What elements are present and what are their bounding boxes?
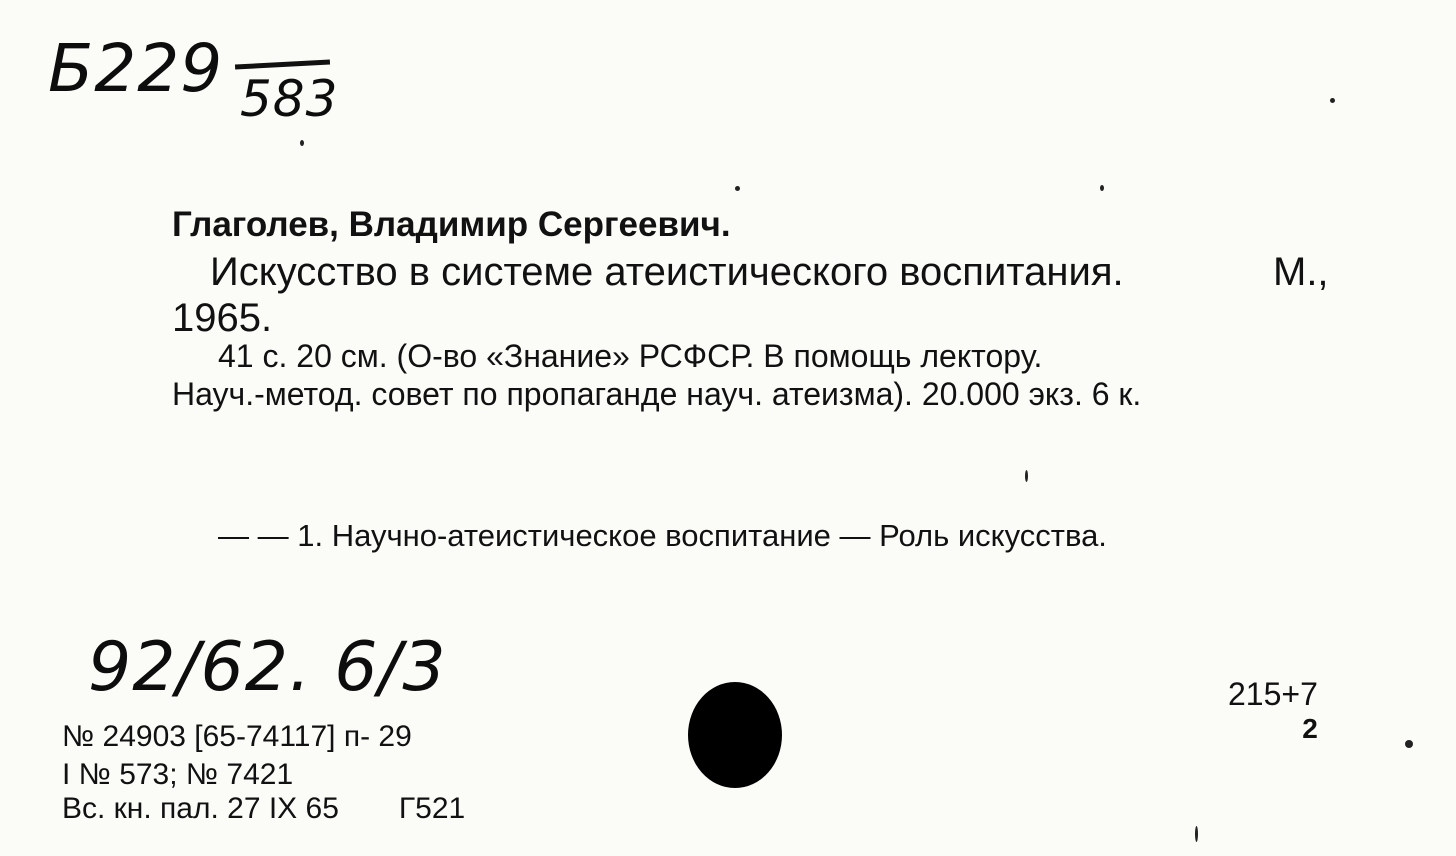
speckle xyxy=(1405,740,1413,748)
publication-year: 1965. xyxy=(172,296,273,340)
shelf-mark: Б229 xyxy=(48,30,224,107)
speckle xyxy=(735,186,740,191)
index-top: 215+7 xyxy=(1228,676,1318,712)
speckle xyxy=(300,140,304,146)
chamber-date: Вс. кн. пал. 27 IX 65 xyxy=(62,792,339,825)
inventory-numbers: I № 573; № 7421 xyxy=(62,758,294,791)
index-fraction xyxy=(1228,676,1318,745)
registration-number: № 24903 [65-74117] п- 29 xyxy=(62,720,412,753)
shelf-mark-sub: 583 xyxy=(240,70,339,128)
classification-code: 92/62. 6/3 xyxy=(88,628,447,707)
chamber-date-line xyxy=(62,792,465,826)
author-heading: Глаголев, Владимир Сергеевич. xyxy=(172,205,731,244)
punch-hole xyxy=(688,682,782,788)
subject-heading: — — 1. Научно-атеистическое воспитание — Роль искусства. xyxy=(218,518,1107,553)
shelf-mark-overline xyxy=(235,60,330,70)
index-bottom: 2 xyxy=(1302,713,1318,744)
physical-description: 41 с. 20 см. (О-во «Знание» РСФСР. В помощь лектору. xyxy=(218,338,1043,374)
book-title: Искусство в системе атеистического воспитания. xyxy=(210,250,1124,294)
speckle xyxy=(1330,98,1335,103)
speckle xyxy=(1100,185,1104,191)
publication-place: М., xyxy=(1273,250,1329,294)
speckle xyxy=(1195,826,1198,842)
speckle xyxy=(1025,470,1028,482)
chamber-code: Г521 xyxy=(398,792,466,825)
series-note: Науч.-метод. совет по пропаганде науч. атеизма). 20.000 экз. 6 к. xyxy=(172,376,1142,412)
